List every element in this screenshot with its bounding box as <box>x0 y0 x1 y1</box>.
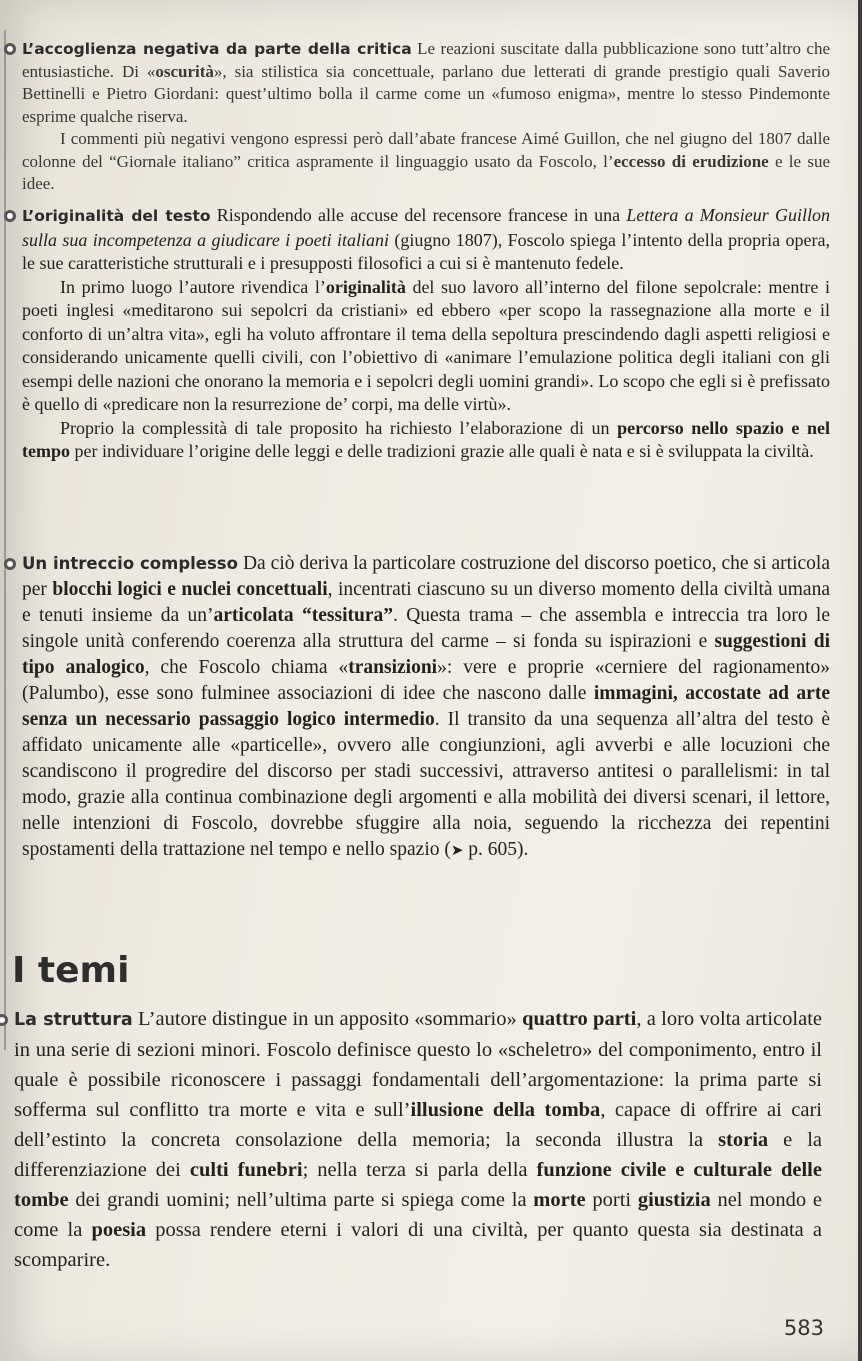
bullet-icon <box>0 1014 8 1026</box>
highlight: percorso nello spazio e nel tempo <box>22 417 830 461</box>
highlight: blocchi logici e nuclei concettuali <box>52 579 328 600</box>
paragraph: La struttura L’autore distingue in un apposito «sommario» quattro parti, a loro volta articolate in una serie di sezioni minori. Foscolo definisce questo lo «scheletro» del componimento, entro il quale è possibile riconoscere i passaggi fondamentali dell’argomentazione: la prima parte si sofferma sul conflitto tra morte e vita e sull’illusione della tomba, capace di offrire ai cari dell’estinto la concreta consolazione della memoria; la seconda illustra la storia e la differenziazione dei culti funebri; nella terza si parla della funzione civile e culturale delle tombe dei grandi uomini; nell’ultima parte si spiega come la morte porti giustizia nel mondo e come la poesia possa rendere eterni i valori di una civiltà, per quanto questa sia destinata a scomparire. <box>14 1004 822 1275</box>
section-lead: L’originalità del testo <box>22 207 211 225</box>
bullet-icon <box>4 210 16 222</box>
highlight: originalità <box>325 276 406 297</box>
margin-rule <box>4 30 6 1050</box>
arrow-right-icon: ➤ <box>450 841 469 859</box>
highlight: quattro parti <box>522 1008 637 1030</box>
highlight: articolata “tessitura” <box>213 605 393 626</box>
section-originalita <box>22 204 830 464</box>
highlight: funzione civile e culturale delle tombe <box>14 1159 822 1211</box>
highlight: illusione della tomba <box>410 1099 601 1121</box>
paragraph: I commenti più negativi vengono espressi però dall’abate francese Aimé Guillon, che nel giugno del 1807 dalle colonne del “Giornale italiano” critica aspramente il linguaggio usato da Foscolo, l’eccesso di erudizione e le sue idee. <box>22 129 830 193</box>
highlight: storia <box>718 1129 769 1151</box>
highlight: culti funebri <box>189 1159 303 1181</box>
page-number: 583 <box>783 1316 824 1340</box>
paragraph: Proprio la complessità di tale proposito ha richiesto l’elaborazione di un percorso nello spazio e nel tempo per individuare l’origine delle leggi e delle tradizioni grazie alle quali è nata e si è sviluppata la civiltà. <box>22 417 830 461</box>
bullet-icon <box>4 43 16 55</box>
highlight: morte <box>533 1189 586 1211</box>
highlight: oscurità <box>155 61 214 81</box>
section-heading: I temi <box>12 950 130 991</box>
section-critica <box>22 38 830 196</box>
highlight: giustizia <box>637 1189 711 1211</box>
bullet-icon <box>4 558 16 570</box>
page-reference[interactable]: p. 605 <box>468 839 517 860</box>
highlight: suggestioni di tipo analogico <box>22 631 830 678</box>
section-intreccio <box>22 551 830 863</box>
highlight: eccesso di erudizione <box>613 151 769 171</box>
highlight: poesia <box>91 1219 147 1241</box>
section-lead: L’accoglienza negativa da parte della critica <box>22 40 412 58</box>
paragraph: L’originalità del testo Rispondendo alle accuse del recensore francese in una Lettera a Monsieur Guillon sulla sua incompetenza a giudicare i poeti italiani (giugno 1807), Foscolo spiega l’intento della propria opera, le sue caratteristiche strutturali e i presupposti filosofici a cui si è mantenuto fedele. <box>22 204 830 276</box>
highlight: transizioni <box>348 657 438 678</box>
section-struttura <box>14 1004 822 1275</box>
paragraph: Un intreccio complesso Da ciò deriva la particolare costruzione del discorso poetico, che si articola per blocchi logici e nuclei concettuali, incentrati ciascuno su un diverso momento della civiltà umana e tenuti insieme da un’articolata “tessitura”. Questa trama – che assembla e intreccia tra loro le singole unità conferendo coerenza alla struttura del carme – si fonda su ispirazioni e suggestioni di tipo analogico, che Foscolo chiama «transizioni»: vere e proprie «cerniere del ragionamento» (Palumbo), esse sono fulminee associazioni di idee che nascono dalle immagini, accostate ad arte senza un necessario passaggio logico intermedio. Il transito da una sequenza all’altra del testo è affidato unicamente alle «particelle», ovvero alle congiunzioni, agli avverbi e alle locuzioni che scandiscono il progredire del discorso per stadi successivi, attraverso antitesi o parallelismi: in tal modo, grazie alla continua combinazione degli argomenti e alla mobilità dei diversi scenari, il lettore, nelle intenzioni di Foscolo, dovrebbe sfuggire alla noia, seguendo la ricchezza dei repentini spostamenti della trattazione nel tempo e nello spazio (➤ p. 605). <box>22 551 830 863</box>
section-lead: La struttura <box>14 1010 133 1030</box>
highlight: immagini, accostate ad arte senza un necessario passaggio logico intermedio <box>22 683 830 730</box>
paragraph: L’accoglienza negativa da parte della critica Le reazioni suscitate dalla pubblicazione sono tutt’altro che entusiastiche. Di «oscurità», sia stilistica sia concettuale, parlano due letterati di grande prestigio quali Saverio Bettinelli e Pietro Giordani: quest’ultimo bolla il carme come un «fumoso enigma», mentre lo stesso Pindemonte esprime qualche riserva. <box>22 38 830 128</box>
paragraph: In primo luogo l’autore rivendica l’originalità del suo lavoro all’interno del filone sepolcrale: mentre i poeti inglesi «meditarono sui sepolcri da cristiani» ed ebbero «per scopo la rassegnazione alla morte e il conforto di un’altra vita», egli ha voluto affrontare il tema della sepoltura prescindendo dagli aspetti religiosi e considerando unicamente quelli civili, con l’obiettivo di «animare l’emulazione politica degli italiani con gli esempi delle nazioni che onorano la memoria e i sepolcri degli uomini grandi». Lo scopo che egli si è prefissato è quello di «predicare non la resurrezione de’ corpi, ma delle virtù». <box>22 276 830 414</box>
section-lead: Un intreccio complesso <box>22 554 238 573</box>
title-ref: Lettera a Monsieur Guillon sulla sua incompetenza a giudicare i poeti italiani <box>22 205 831 250</box>
